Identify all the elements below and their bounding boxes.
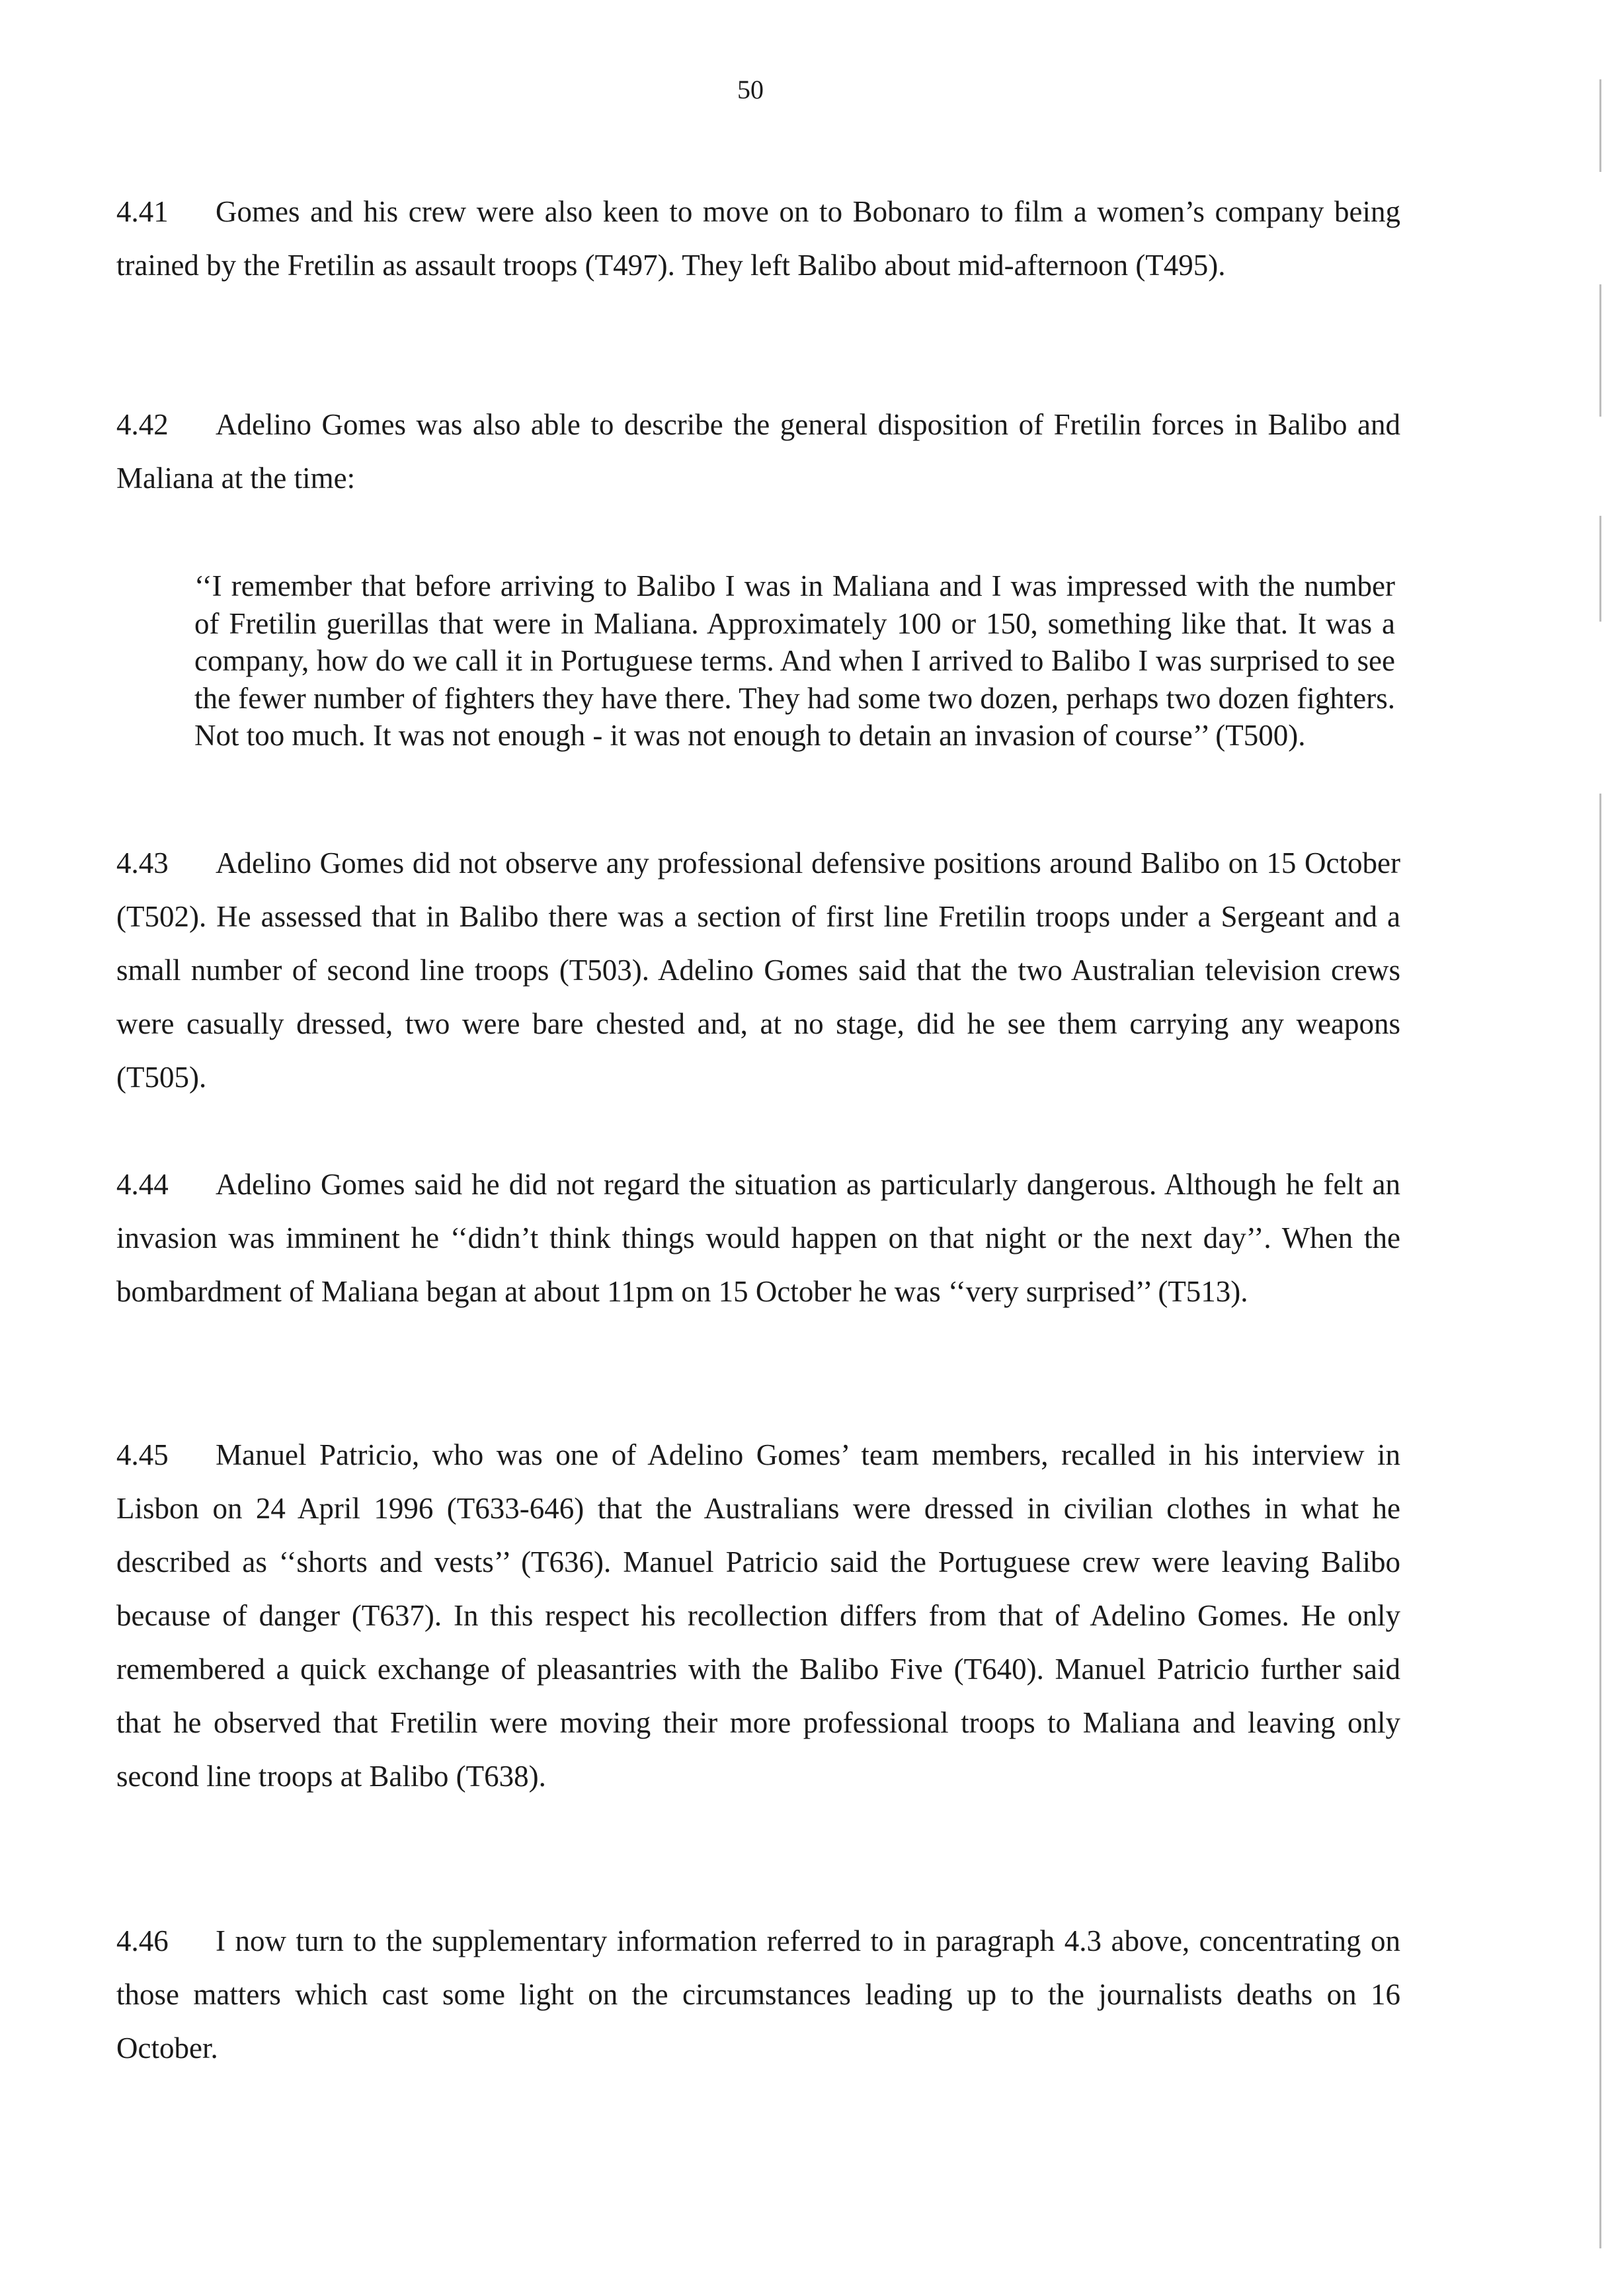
paragraph-text: Adelino Gomes did not observe any professional defensive positions around Balibo on 15 October (T502). He assessed that in Balibo there was a section of first line Fretilin troops under a Sergeant and a small number of second line troops (T503). Adelino Gomes said that the two Australian television crews were casually dressed, two were bare chested and, at no stage, did he see them carrying any weapons (T505). (116, 846, 1400, 1094)
paragraph-number: 4.43 (116, 846, 169, 880)
paragraph-4-45 (116, 1428, 1400, 1803)
paragraph-number: 4.42 (116, 408, 169, 441)
paragraph-text: Adelino Gomes said he did not regard the situation as particularly dangerous. Although he felt an invasion was imminent he ‘‘didn’t think things would happen on that night or the next day’’. When the bombardment of Maliana began at about 11pm on 15 October he was ‘‘very surprised’’ (T513). (116, 1168, 1400, 1308)
block-quote: ‘‘I remember that before arriving to Balibo I was in Maliana and I was impressed with the number of Fretilin guerillas that were in Maliana. Approximately 100 or 150, something like that. It was a company, how do we call it in Portuguese terms. And when I arrived to Balibo I was surprised to see the fewer number of fighters they have there. They had some two dozen, perhaps two dozen fighters. Not too much. It was not enough - it was not enough to detain an invasion of course’’ (T500). (194, 569, 1395, 752)
paragraph-text: I now turn to the supplementary information referred to in paragraph 4.3 above, concentrating on those matters which cast some light on the circumstances leading up to the journalists deaths on 16 October. (116, 1924, 1400, 2065)
paragraph-4-43 (116, 837, 1400, 1104)
paragraph-number: 4.44 (116, 1168, 169, 1201)
paragraph-number: 4.45 (116, 1438, 169, 1471)
page-number: 50 (737, 75, 764, 104)
paragraph-4-44 (116, 1158, 1400, 1319)
paragraph-number: 4.46 (116, 1924, 169, 1957)
paragraph-4-46 (116, 1914, 1400, 2075)
paragraph-text: Gomes and his crew were also keen to move on to Bobonaro to film a women’s company being trained by the Fretilin as assault troops (T497). They left Balibo about mid-afternoon (T495). (116, 195, 1400, 282)
paragraph-text: Adelino Gomes was also able to describe the general disposition of Fretilin forces in Balibo and Maliana at the time: (116, 408, 1400, 495)
paragraph-4-42 (116, 398, 1400, 505)
scan-edge-mark (1599, 794, 1601, 2248)
scan-edge-mark (1599, 284, 1601, 417)
paragraph-number: 4.41 (116, 195, 169, 228)
scan-edge-mark (1599, 79, 1601, 172)
scan-edge-mark (1599, 516, 1601, 622)
paragraph-4-41 (116, 185, 1400, 292)
paragraph-text: Manuel Patricio, who was one of Adelino Gomes’ team members, recalled in his interview in Lisbon on 24 April 1996 (T633-646) that the Australians were dressed in civilian clothes in what he described as ‘‘shorts and vests’’ (T636). Manuel Patricio said the Portuguese crew were leaving Balibo because of danger (T637). In this respect his recollection differs from that of Adelino Gomes. He only remembered a quick exchange of pleasantries with the Balibo Five (T640). Manuel Patricio further said that he observed that Fretilin were moving their more professional troops to Maliana and leaving only second line troops at Balibo (T638). (116, 1438, 1400, 1793)
